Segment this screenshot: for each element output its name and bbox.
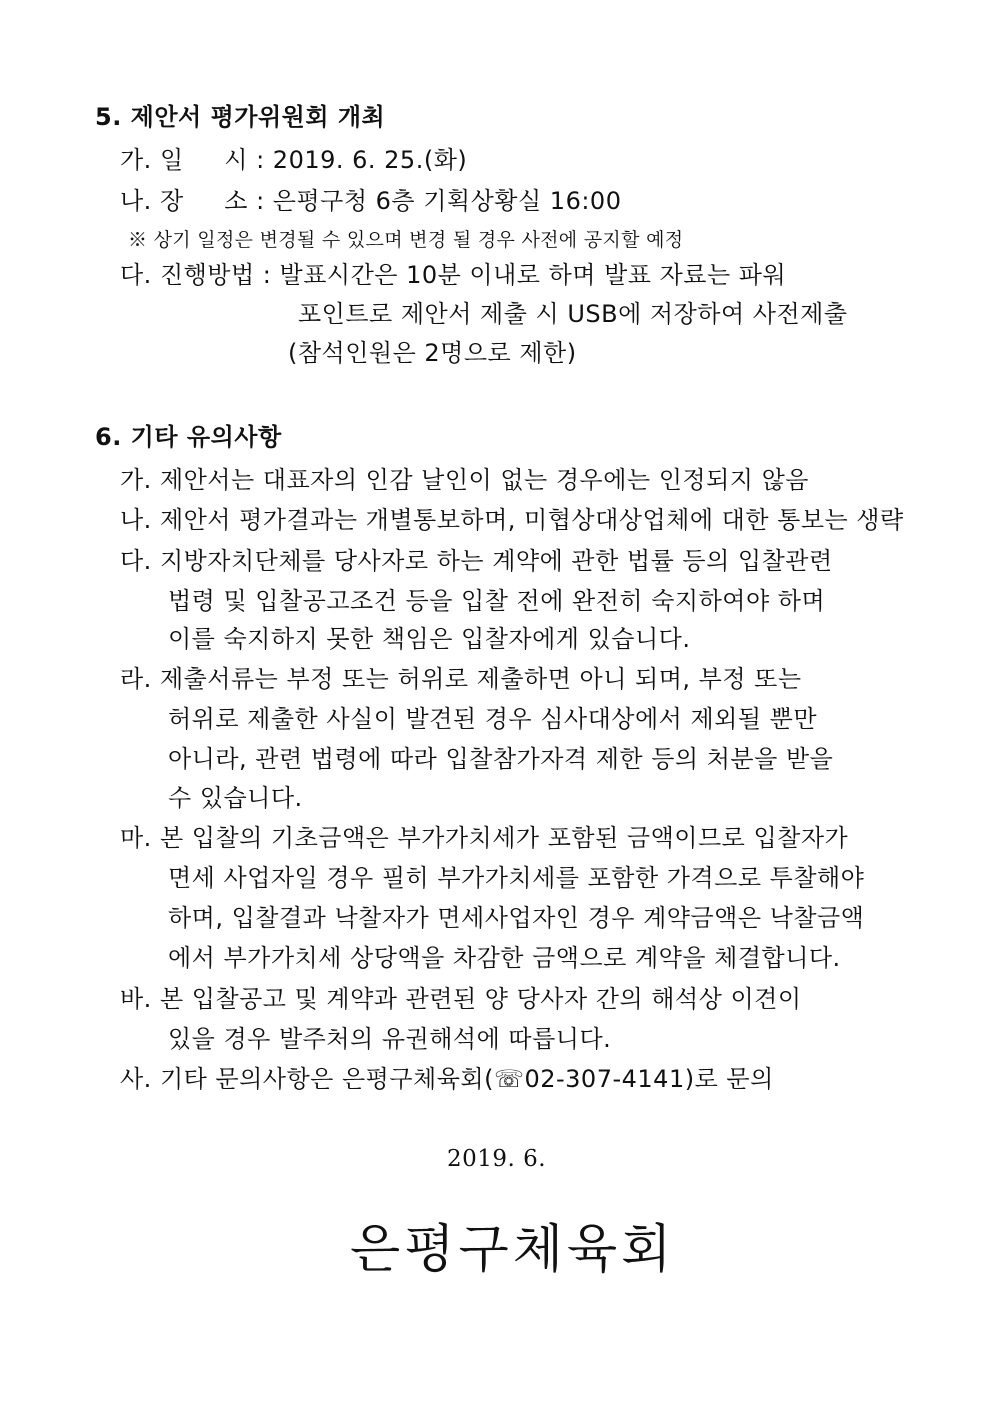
section-6-item-da-line-2: 법령 및 입찰공고조건 등을 입찰 전에 완전히 숙지하여야 하며: [168, 587, 826, 615]
section-5-item-place: 나. 장 소 : 은평구청 6층 기획상황실 16:00: [120, 187, 622, 215]
section-6-item-ma-line-1: 마. 본 입찰의 기초금액은 부가가치세가 포함된 금액이므로 입찰자가: [120, 824, 849, 852]
section-5-item-method-line-2: 포인트로 제안서 제출 시 USB에 저장하여 사전제출: [298, 300, 848, 328]
section-6-item-ba-line-2: 있을 경우 발주처의 유권해석에 따릅니다.: [168, 1025, 612, 1053]
section-6-item-sa: 사. 기타 문의사항은 은평구체육회(☏02-307-4141)로 문의: [120, 1065, 774, 1093]
section-5-heading: 5. 제안서 평가위원회 개최: [95, 103, 386, 131]
section-6-item-ra-line-4: 수 있습니다.: [168, 784, 303, 812]
section-6-item-na: 나. 제안서 평가결과는 개별통보하며, 미협상대상업체에 대한 통보는 생략: [120, 506, 904, 534]
organization-name: 은평구체육회: [350, 1220, 676, 1280]
section-6-item-ma-line-2: 면세 사업자일 경우 필히 부가가치세를 포함한 가격으로 투찰해야: [168, 864, 865, 892]
section-6-item-ba-line-1: 바. 본 입찰공고 및 계약과 관련된 양 당사자 간의 해석상 이견이: [120, 985, 802, 1013]
section-6-item-ra-line-3: 아니라, 관련 법령에 따라 입찰참가자격 제한 등의 처분을 받을: [168, 745, 834, 773]
section-6-item-ra-line-2: 허위로 제출한 사실이 발견된 경우 심사대상에서 제외될 뿐만: [168, 705, 818, 733]
section-6-item-ma-line-3: 하며, 입찰결과 낙찰자가 면세사업자인 경우 계약금액은 낙찰금액: [168, 904, 865, 932]
section-5-item-method-line-1: 다. 진행방법 : 발표시간은 10분 이내로 하며 발표 자료는 파워: [120, 261, 787, 289]
section-6-heading: 6. 기타 유의사항: [95, 423, 282, 451]
section-5-item-method-line-3: (참석인원은 2명으로 제한): [288, 339, 577, 367]
section-6-item-ga: 가. 제안서는 대표자의 인감 날인이 없는 경우에는 인정되지 않음: [120, 466, 809, 494]
section-6-item-da-line-3: 이를 숙지하지 못한 책임은 입찰자에게 있습니다.: [168, 625, 691, 653]
document-date: 2019. 6.: [447, 1146, 547, 1172]
section-6-item-ma-line-4: 에서 부가가치세 상당액을 차감한 금액으로 계약을 체결합니다.: [168, 944, 841, 972]
section-5-item-date: 가. 일 시 : 2019. 6. 25.(화): [120, 146, 468, 174]
section-6-item-ra-line-1: 라. 제출서류는 부정 또는 허위로 제출하면 아니 되며, 부정 또는: [120, 665, 802, 693]
section-5-note: ※ 상기 일정은 변경될 수 있으며 변경 될 경우 사전에 공지할 예정: [128, 229, 684, 251]
section-6-item-da-line-1: 다. 지방자치단체를 당사자로 하는 계약에 관한 법률 등의 입찰관련: [120, 547, 833, 575]
